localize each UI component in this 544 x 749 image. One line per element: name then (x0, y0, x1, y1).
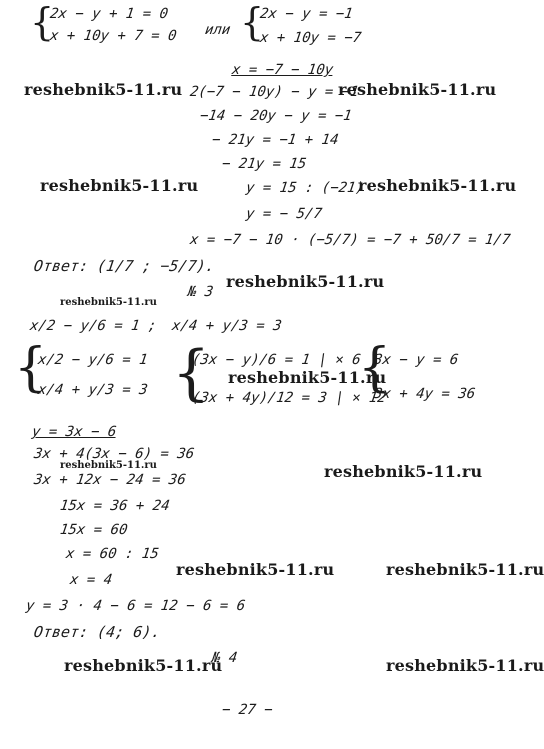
system2-eq1: 2x − y = −1 (258, 6, 354, 22)
p2-step-3: −14 − 20y − y = −1 (198, 108, 353, 124)
p3-given-2: x/4 + y/3 = 3 (170, 318, 283, 334)
page-number: − 27 − (220, 702, 274, 718)
system1-eq2: x + 10y + 7 = 0 (48, 28, 178, 44)
p3-step-4: 15x = 36 + 24 (58, 498, 171, 514)
watermark: reshebnik5-11.ru (40, 176, 199, 195)
system1-eq1: 2x − y + 1 = 0 (48, 6, 170, 22)
watermark: reshebnik5-11.ru (338, 80, 497, 99)
watermark: reshebnik5-11.ru (176, 560, 335, 579)
watermark: reshebnik5-11.ru (24, 80, 183, 99)
p2-step-8: x = −7 − 10 · (−5/7) = −7 + 50/7 = 1/7 (188, 232, 512, 248)
p3-step-2: 3x + 4(3x − 6) = 36 (32, 446, 196, 462)
p2-step-4: − 21y = −1 + 14 (210, 132, 340, 148)
system-b-brace: { (172, 338, 211, 408)
p3-step-6: x = 60 : 15 (64, 546, 160, 562)
watermark: reshebnik5-11.ru (324, 462, 483, 481)
watermark: reshebnik5-11.ru (226, 272, 385, 291)
problem4-number: № 4 (210, 650, 239, 666)
p3-system-b-eq1: (3x − y)/6 = 1 | × 6 (190, 352, 362, 368)
p2-step-6: y = 15 : (−21) (244, 180, 366, 196)
system-c-brace: { (358, 338, 392, 398)
p3-system-a-eq1: x/2 − y/6 = 1 (36, 352, 149, 368)
problem3-number: № 3 (186, 284, 215, 300)
watermark: reshebnik5-11.ru (60, 297, 157, 308)
p2-answer: Ответ: (1/7 ; −5/7). (32, 257, 216, 275)
p2-step-1: x = −7 − 10y (230, 62, 335, 78)
system2-brace: { (240, 0, 265, 44)
system-a-brace: { (14, 338, 48, 398)
p3-system-c-eq1: 3x − y = 6 (372, 352, 460, 368)
p3-step-7: x = 4 (68, 572, 114, 588)
p3-system-b-eq2: (3x + 4y)/12 = 3 | × 12 (190, 390, 387, 406)
p2-step-2: 2(−7 − 10y) − y = −1 (188, 84, 360, 100)
p3-system-c-eq2: 3x + 4y = 36 (372, 386, 477, 402)
p2-step-7: y = − 5/7 (244, 206, 323, 222)
watermark: reshebnik5-11.ru (386, 560, 544, 579)
ili-word: или (203, 22, 232, 38)
p3-step-8: y = 3 · 4 − 6 = 12 − 6 = 6 (24, 598, 247, 614)
system2-eq2: x + 10y = −7 (258, 30, 363, 46)
system1-brace: { (30, 0, 55, 44)
p3-step-1: y = 3x − 6 (30, 424, 118, 440)
p3-system-a-eq2: x/4 + y/3 = 3 (36, 382, 149, 398)
watermark: reshebnik5-11.ru (386, 656, 544, 675)
p3-answer: Ответ: (4; 6). (32, 623, 162, 641)
p3-given-1: x/2 − y/6 = 1 ; (28, 318, 158, 334)
watermark: reshebnik5-11.ru (64, 656, 223, 675)
p2-step-5: − 21y = 15 (220, 156, 308, 172)
p3-step-5: 15x = 60 (58, 522, 129, 538)
watermark: reshebnik5-11.ru (60, 460, 157, 471)
p3-step-3: 3x + 12x − 24 = 36 (32, 472, 187, 488)
watermark: reshebnik5-11.ru (228, 368, 387, 387)
watermark: reshebnik5-11.ru (358, 176, 517, 195)
